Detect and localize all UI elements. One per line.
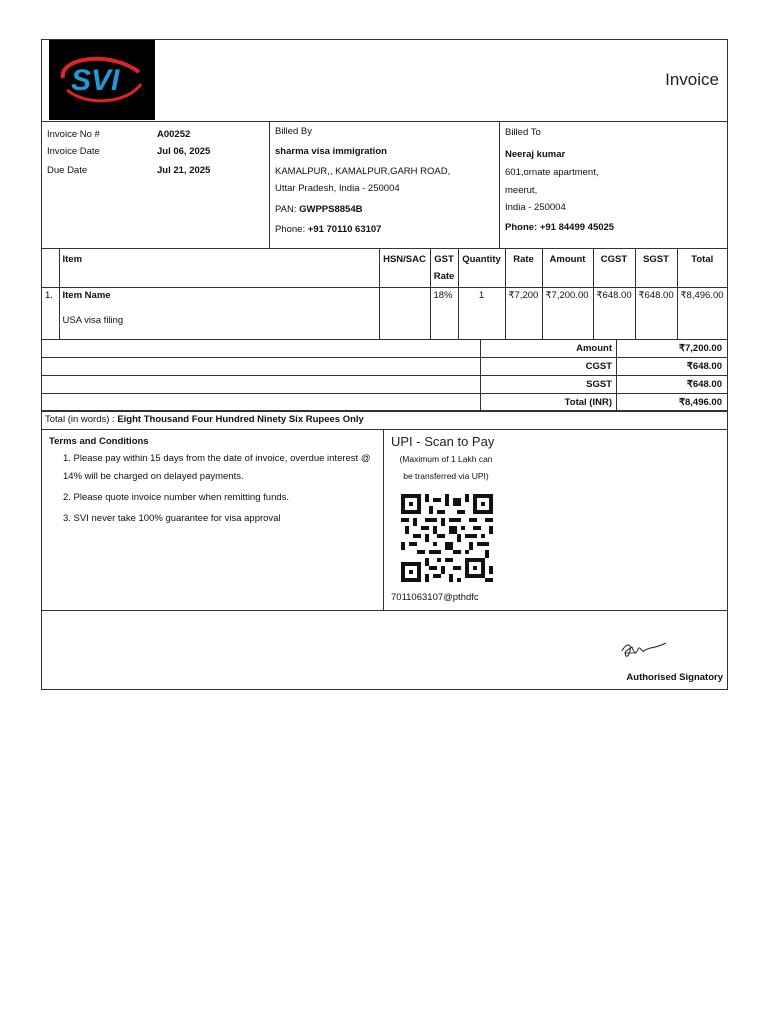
billed-by-pan: PAN: GWPPS8854B	[275, 204, 363, 215]
billed-to-address1: 601,ornate apartment,	[505, 167, 599, 178]
signature-section	[42, 611, 727, 690]
billed-by-name: sharma visa immigration	[275, 146, 387, 157]
billed-to-address2: meerut,	[505, 185, 538, 196]
row-amount: ₹7,200.00	[542, 288, 593, 340]
terms-item: 3. SVI never take 100% guarantee for visa approval	[63, 513, 281, 524]
upi-section	[384, 430, 727, 610]
invoice-meta	[42, 122, 270, 248]
col-sgst: SGST	[635, 249, 677, 288]
terms-and-payment	[42, 430, 727, 611]
row-item	[59, 288, 379, 340]
row-hsn	[379, 288, 430, 340]
billed-to	[500, 122, 727, 248]
col-total: Total	[677, 249, 727, 288]
billed-to-phone: Phone: +91 84499 45025	[505, 222, 615, 233]
billed-by	[270, 122, 500, 248]
totals-label: Total (INR)	[481, 394, 617, 411]
page-title: Invoice	[665, 70, 719, 89]
invoice-number: A00252	[157, 129, 191, 140]
invoice-date: Jul 06, 2025	[157, 146, 211, 157]
totals-label: CGST	[481, 358, 617, 375]
invoice-date-label: Invoice Date	[47, 146, 100, 157]
col-item: Item	[59, 249, 379, 288]
row-total: ₹8,496.00	[677, 288, 727, 340]
words-label: Total (in words) :	[45, 414, 115, 425]
upi-note-line1: (Maximum of 1 Lakh can	[399, 454, 493, 464]
totals-value: ₹648.00	[686, 379, 722, 390]
col-hsn: HSN/SAC	[379, 249, 430, 288]
table-row	[42, 288, 727, 340]
due-date: Jul 21, 2025	[157, 165, 211, 176]
billed-by-heading: Billed By	[275, 126, 312, 137]
invoice-date-row	[47, 146, 210, 157]
totals-section	[42, 339, 727, 412]
upi-qr-code[interactable]	[401, 494, 493, 582]
table-header-row	[42, 249, 727, 288]
signature-image	[618, 637, 674, 663]
invoice-document	[41, 39, 728, 690]
totals-label: Amount	[481, 340, 617, 357]
items-table	[42, 249, 727, 340]
due-date-label: Due Date	[47, 165, 88, 176]
row-index: 1.	[42, 288, 59, 340]
svg-text:SVI: SVI	[71, 64, 120, 97]
col-gst-rate: GST Rate	[430, 249, 458, 288]
row-cgst: ₹648.00	[593, 288, 635, 340]
totals-label: SGST	[481, 376, 617, 393]
terms-heading: Terms and Conditions	[49, 436, 149, 447]
col-index	[42, 249, 59, 288]
totals-value: ₹8,496.00	[678, 397, 722, 408]
billed-by-phone: Phone: +91 70110 63107	[275, 224, 382, 235]
col-quantity: Quantity	[458, 249, 505, 288]
due-date-row	[47, 165, 210, 176]
billed-by-address2: Uttar Pradesh, India - 250004	[275, 183, 400, 194]
billed-to-name: Neeraj kumar	[505, 149, 566, 160]
authorised-signatory-label: Authorised Signatory	[626, 672, 723, 683]
row-sgst: ₹648.00	[635, 288, 677, 340]
upi-id: 7011063107@pthdfc	[391, 592, 479, 603]
col-amount: Amount	[542, 249, 593, 288]
billed-to-address3: India - 250004	[505, 202, 566, 213]
item-name: Item Name	[62, 290, 111, 301]
amount-in-words	[42, 410, 727, 430]
terms-item: 2. Please quote invoice number when remitting funds.	[63, 492, 290, 503]
billed-by-address1: KAMALPUR,, KAMALPUR,GARH ROAD,	[275, 166, 451, 177]
words-value: Eight Thousand Four Hundred Ninety Six Rupees Only	[117, 414, 364, 425]
row-quantity: 1	[458, 288, 505, 340]
invoice-info	[42, 122, 727, 249]
col-rate: Rate	[505, 249, 542, 288]
terms-list	[63, 450, 373, 531]
col-cgst: CGST	[593, 249, 635, 288]
terms-section	[42, 430, 384, 610]
terms-item: 1. Please pay within 15 days from the date of invoice, overdue interest @ 14% will be charged on delayed payments.	[63, 453, 371, 482]
row-rate: ₹7,200	[505, 288, 542, 340]
upi-heading: UPI - Scan to Pay	[391, 434, 495, 449]
row-gst-rate: 18%	[430, 288, 458, 340]
item-description: USA visa filing	[62, 315, 124, 326]
totals-value: ₹7,200.00	[678, 343, 722, 354]
totals-row-sgst	[42, 376, 727, 394]
totals-row-cgst	[42, 358, 727, 376]
totals-row-amount	[42, 340, 727, 358]
invoice-header	[42, 40, 727, 122]
company-logo	[49, 40, 155, 120]
billed-to-heading: Billed To	[505, 127, 541, 138]
invoice-number-row	[47, 129, 190, 140]
invoice-number-label: Invoice No #	[47, 129, 100, 140]
upi-note-line2: be transferred via UPI)	[403, 471, 489, 481]
totals-value: ₹648.00	[686, 361, 722, 372]
